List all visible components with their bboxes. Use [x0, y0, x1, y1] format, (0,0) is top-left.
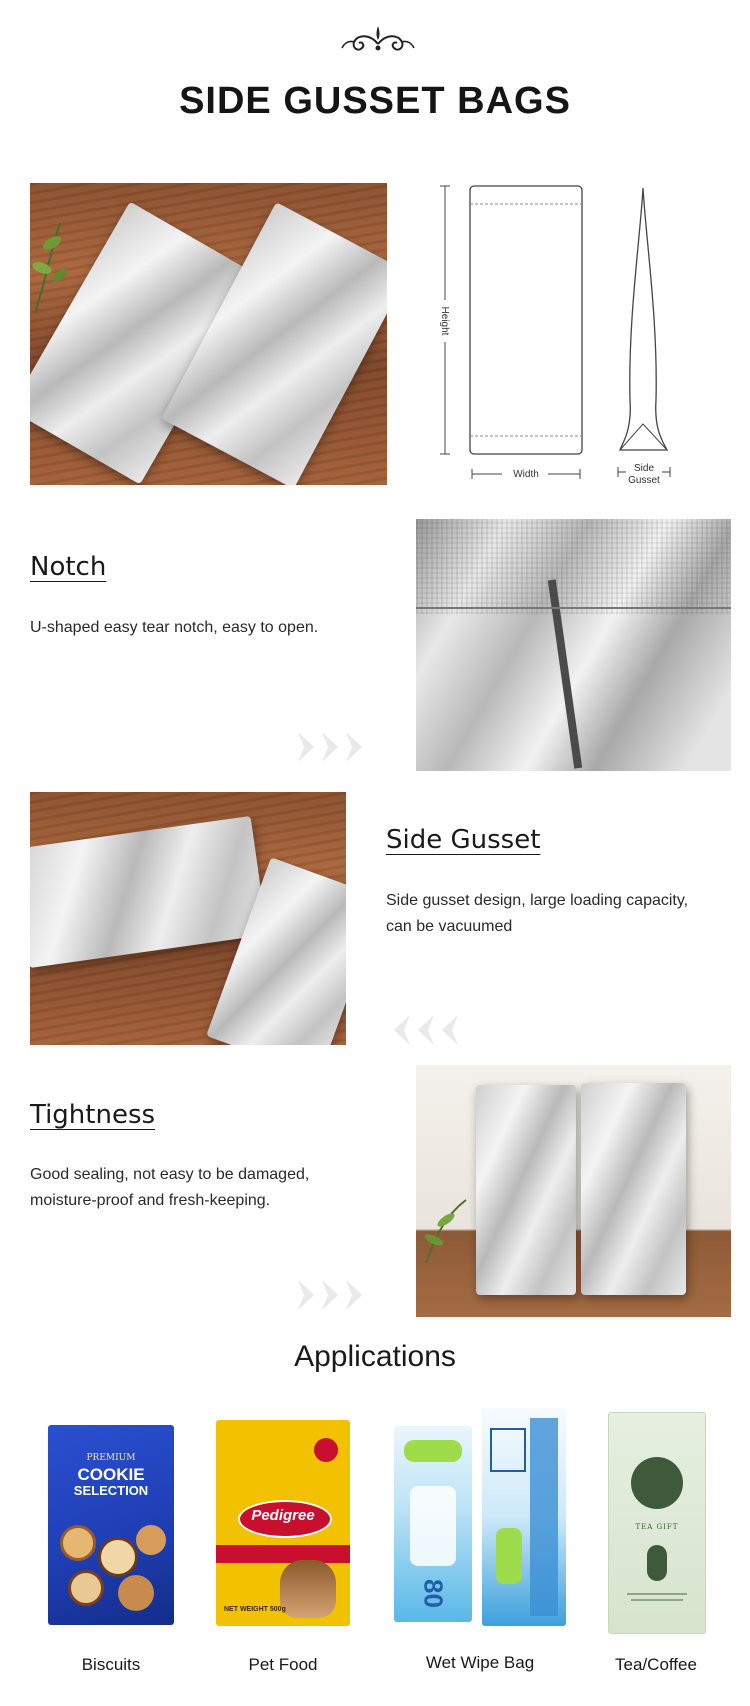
feature-text-tightness-line2: moisture-proof and fresh-keeping. — [30, 1192, 271, 1209]
biscuits-package-image: PREMIUM COOKIE SELECTION — [48, 1425, 174, 1625]
height-label: Height — [439, 306, 450, 336]
app-label-pet-food: Pet Food — [248, 1655, 318, 1674]
hero-bags-photo — [30, 183, 387, 485]
feature-title-side-gusset: Side Gusset — [386, 825, 541, 855]
bag-dimension-diagram — [430, 180, 690, 490]
gusset-label: Gusset — [628, 475, 660, 486]
tightness-photo — [416, 1065, 731, 1317]
right-chevrons-icon — [296, 730, 366, 764]
tea-coffee-package-image: TEA GIFT — [608, 1412, 704, 1632]
feature-title-tightness: Tightness — [30, 1100, 156, 1130]
app-label-tea-coffee: Tea/Coffee — [615, 1655, 697, 1674]
page-title: SIDE GUSSET BAGS — [179, 80, 571, 122]
right-chevrons-icon-2 — [296, 1278, 366, 1312]
app-label-wet-wipe-bag: Wet Wipe Bag — [425, 1653, 535, 1672]
applications-title: Applications — [294, 1340, 456, 1373]
ornament-flourish-icon — [340, 22, 416, 56]
feature-text-tightness-line1: Good sealing, not easy to be damaged, — [30, 1166, 310, 1183]
side-label: Side — [633, 463, 655, 474]
notch-closeup-photo — [416, 519, 731, 771]
feature-title-notch: Notch — [30, 552, 107, 582]
wet-wipe-package-image: 80 — [390, 1408, 570, 1634]
feature-text-side-gusset-line1: Side gusset design, large loading capacity, — [386, 892, 689, 909]
app-label-biscuits: Biscuits — [81, 1655, 141, 1674]
feature-text-side-gusset-line2: can be vacuumed — [386, 918, 513, 935]
width-label: Width — [513, 469, 539, 480]
side-gusset-photo — [30, 792, 346, 1045]
feature-text-notch: U-shaped easy tear notch, easy to open. — [30, 619, 319, 636]
left-chevrons-icon — [390, 1013, 460, 1047]
pet-food-package-image: Pedigree NET WEIGHT 500g — [216, 1420, 350, 1626]
